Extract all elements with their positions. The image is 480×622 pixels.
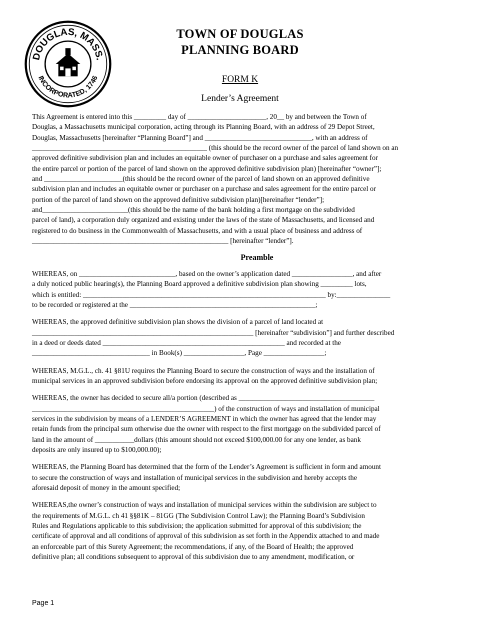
board-title: PLANNING BOARD [181,43,299,57]
text-line: approved definitive subdivision plan and includes an equitable owner of purchaser on a purchase and sales agreement for [32,154,379,163]
text-line: in a deed or deeds dated ___________________________________________________ and recorded at the [32,338,341,347]
page-number: Page 1 [32,600,55,607]
form-label: FORM K [221,75,259,85]
text-line: definitive plan; all conditions subsequent to approval of this subdivision due to any amendment, modification, or [32,553,355,562]
text-line: an enforceable part of this Surety Agreement; the recommendations, if any, of the Board of Health; the approved [32,542,354,551]
seal-top-text: DOUGLAS, MASS. [31,26,105,62]
whereas-paragraph-2 [32,317,480,358]
whereas-paragraph-3 [32,366,480,387]
text-line: and ______________________(this should be the record owner of the parcel of land shown on an approved definitive [32,175,370,184]
text-line: aforesaid deposit of money in the amount specified; [32,484,181,492]
document-subtitle: Lender’s Agreement [201,94,279,104]
text-line: services in the subdivision by means of a LENDER’S AGREEMENT in which the owner has agreed that the lender may [32,414,377,423]
text-line: Rules and Regulations applicable to this subdivision; the application submitted for approval of this subdivision; the [32,522,362,531]
text-line: deposits are only insured up to $100,000.00); [32,445,162,454]
town-title: TOWN OF DOUGLAS [176,27,304,41]
text-line: This Agreement is entered into this _________ day of ______________________, 20__ by and between the Town of [32,113,367,121]
text-line: ______________________________________________________________ [hereinafter “subdivision”] and further described [32,328,395,337]
preamble-heading: Preamble [240,253,274,263]
text-line: the entire parcel or portion of the parcel of land shown on the approved definitive subdivision plan) [hereinafter “owner”]; [32,164,382,173]
whereas-paragraph-5 [32,462,480,493]
text-line: which is entitled: ____________________________________________________________________ by:_______________ [32,290,391,299]
text-line: WHEREAS, the Planning Board has determined that the form of the Lender’s Agreement is sufficient in form and amount [32,463,381,472]
text-line: certificate of approval and all conditions of approval of this subdivision as set forth in the Appendix attached to and made [32,532,380,541]
text-line: Douglas, Massachusetts [hereinafter “Planning Board”] and ______________________________, with an address of [32,133,368,142]
text-line: WHEREAS, on ___________________________, based on the owner’s application dated _________________, and after [32,269,382,278]
text-line: and________________________(this should be the name of the bank holding a first mortgage on the subdivided [32,206,355,215]
whereas-paragraph-4 [32,393,480,455]
text-line: WHEREAS, the approved definitive subdivision plan shows the division of a parcel of land located at [32,318,324,327]
text-line: WHEREAS, M.G.L., ch. 41 §81U requires the Planning Board to secure the construction of ways and the installation of [32,366,375,375]
text-line: parcel of land), a corporation duly organized and existing under the laws of the state of Massachusetts, and licensed and [32,216,375,225]
text-line: subdivision plan and includes an equitable owner or purchaser on a purchase and sales agreement for the entire parcel or [32,185,377,194]
text-line: to be recorded or registered at the ____________________________________________________; [32,300,318,309]
text-line: _________________________________ in Book(s) _________________, Page _________________; [32,349,327,358]
text-line: portion of the parcel of land shown on the approved definitive subdivision plan)[hereinafter “lender”]; [32,195,325,204]
text-line: _________________________________________________ (this should be the record owner of the parcel of land shown on an [32,144,399,153]
intro-paragraph [32,112,480,246]
whereas-paragraph-6 [32,500,480,562]
text-line: _______________________________________________________ [hereinafter “lender”]. [32,237,294,246]
text-line: WHEREAS, the owner has decided to secure all/a portion (described as ______________________________________ [32,394,375,403]
text-line: registered to do business in the Commonwealth of Massachusetts, and with a usual place of business and address of [32,226,363,235]
text-line: municipal services in an approved subdivision before endorsing its approval on the approved definitive subdivision plan; [32,376,378,385]
document-body [32,112,480,569]
whereas-paragraph-1 [32,269,480,310]
text-line: land in the amount of ___________dollars (this amount should not exceed $100,000.00 for any one lender, as bank [32,435,361,444]
text-line: a duly noticed public hearing(s), the Planning Board approved a definitive subdivision plan showing _________ lots, [32,280,367,289]
text-line: WHEREAS,the owner’s construction of ways and installation of municipal services within the subdivision are subject to [32,501,377,510]
text-line: to secure the construction of ways and installation of municipal services in the subdivision and hereby accepts the [32,473,358,482]
text-line: the requirements of M.G.L. ch 41 §§81K – 81GG (The Subdivision Control Law); the Planning Board’s Subdivision [32,511,365,520]
text-line: ___________________________________________________) of the construction of ways and installation of municipal [32,404,380,413]
seal-bottom-text: INCORPORATED, 1746 [36,75,100,100]
text-line: retain funds from the principal sum otherwise due the owner with respect to the first mortgage on the subdivided parcel of [32,425,381,434]
text-line: Douglas, a Massachusetts municipal corporation, acting through its Planning Board, with an address of 29 Depot Street, [32,123,375,132]
